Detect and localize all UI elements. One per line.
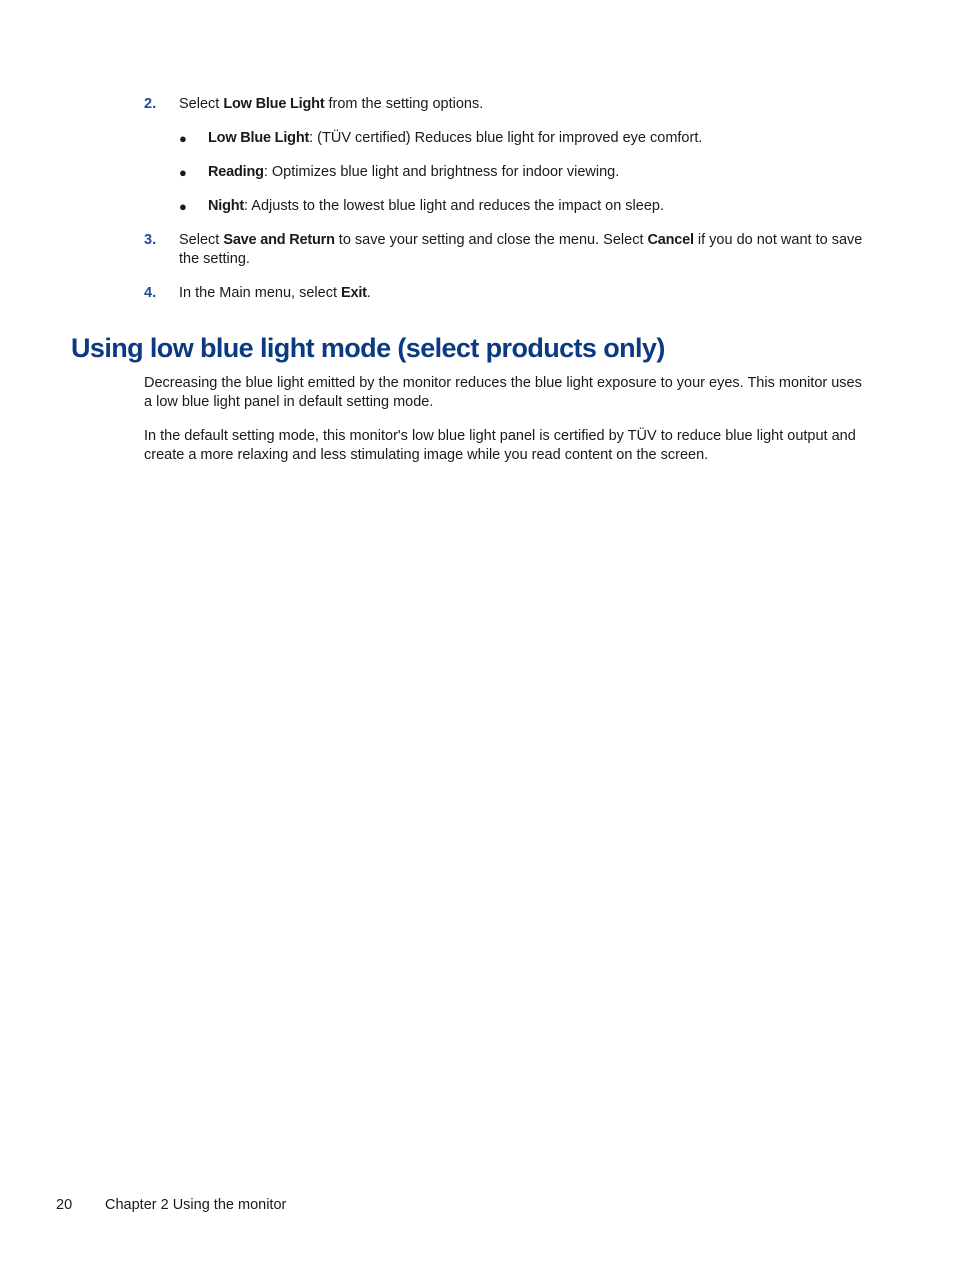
step-4 — [144, 284, 874, 303]
bullet-term: Low Blue Light — [208, 130, 310, 146]
bullet-night — [179, 197, 869, 216]
bullet-icon: ● — [179, 131, 187, 146]
bullet-term: Reading — [208, 164, 264, 180]
bullet-low-blue-light — [179, 129, 869, 148]
ui-term-cancel: Cancel — [647, 232, 694, 248]
bullet-reading — [179, 163, 869, 182]
bullet-text — [208, 197, 869, 216]
ui-term-save-and-return: Save and Return — [223, 232, 335, 248]
paragraph: In the default setting mode, this monitor's low blue light panel is certified by TÜV to reduce blue light output and create a more relaxing and less stimulating image while you read content on the screen. — [144, 428, 856, 463]
bullet-icon: ● — [179, 165, 187, 180]
section-heading: Using low blue light mode (select products only) — [71, 333, 665, 363]
ui-term-exit: Exit — [341, 285, 367, 301]
ui-term-low-blue-light: Low Blue Light — [223, 96, 325, 112]
bullet-description: : Adjusts to the lowest blue light and reduces the impact on sleep. — [244, 198, 664, 214]
page-number: 20 — [56, 1197, 73, 1213]
step-text-part: Select — [179, 232, 224, 248]
step-2 — [144, 95, 874, 114]
step-text-part: Select — [179, 96, 224, 112]
step-text-part: to save your setting and close the menu. Select — [334, 232, 648, 248]
bullet-description: : Optimizes blue light and brightness for indoor viewing. — [263, 164, 620, 180]
step-number: 2. — [144, 96, 157, 112]
step-number: 3. — [144, 232, 157, 248]
bullet-text — [208, 163, 869, 182]
bullet-text — [208, 129, 869, 148]
step-text-part: if you do not want to save the setting. — [179, 232, 863, 267]
chapter-title: Chapter 2 Using the monitor — [105, 1197, 287, 1213]
step-3 — [144, 231, 874, 269]
step-text — [179, 95, 874, 114]
step-text-part: from the setting options. — [324, 96, 484, 112]
step-number: 4. — [144, 285, 157, 301]
step-text-part: In the Main menu, select — [179, 285, 341, 301]
step-text — [179, 231, 874, 269]
paragraph: Decreasing the blue light emitted by the monitor reduces the blue light exposure to your eyes. This monitor uses a low blue light panel in default setting mode. — [144, 375, 862, 410]
bullet-icon: ● — [179, 199, 187, 214]
step-text — [179, 284, 874, 303]
bullet-term: Night — [208, 198, 245, 214]
step-text-part: . — [366, 285, 371, 301]
bullet-description: : (TÜV certified) Reduces blue light for improved eye comfort. — [309, 130, 703, 146]
